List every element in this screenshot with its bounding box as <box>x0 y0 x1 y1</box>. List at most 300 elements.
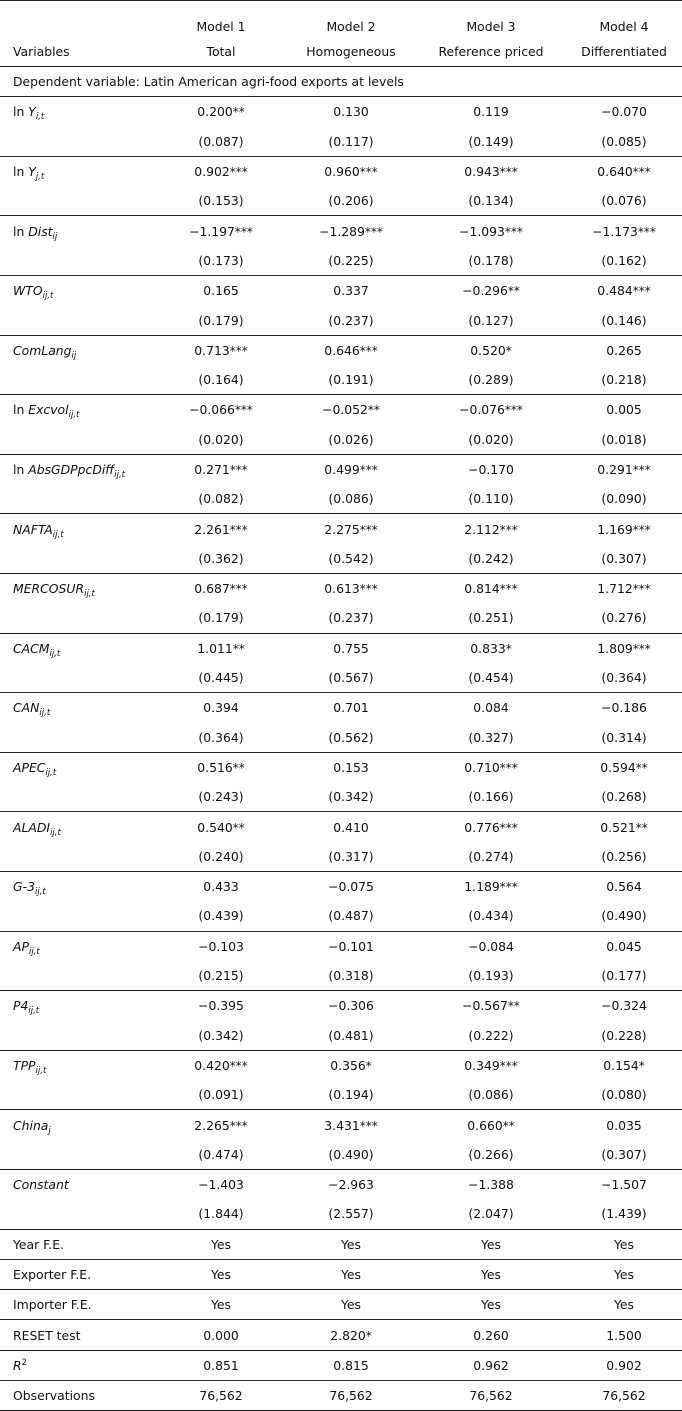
se-value: (0.110) <box>468 491 514 507</box>
variable-subscript: ij,t <box>35 1065 47 1076</box>
variable-label <box>0 276 156 306</box>
coef-cell <box>286 991 416 1021</box>
se-row <box>0 723 682 753</box>
coef-value: 0.833 <box>470 640 506 656</box>
se-cell <box>286 723 416 753</box>
coef-cell <box>286 574 416 604</box>
se-label-blank <box>0 246 156 276</box>
coef-row <box>0 574 682 604</box>
se-cell <box>416 305 566 335</box>
footer-value: Yes <box>210 1297 231 1313</box>
se-value: (0.276) <box>601 610 647 626</box>
coef-value: −0.075 <box>328 879 374 895</box>
se-value: (2.047) <box>468 1206 514 1222</box>
coef-value: 0.814 <box>464 581 500 597</box>
se-value: (0.086) <box>328 491 374 507</box>
se-value: (0.251) <box>468 610 514 626</box>
coef-value: 0.130 <box>333 104 369 120</box>
se-cell <box>286 186 416 216</box>
se-row <box>0 901 682 931</box>
se-label-blank <box>0 1140 156 1170</box>
se-value: (0.342) <box>198 1027 244 1043</box>
variable-label <box>0 991 156 1021</box>
se-cell <box>416 842 566 872</box>
footer-cell <box>416 1290 566 1320</box>
footer-value: 76,562 <box>602 1388 646 1404</box>
significance-stars: *** <box>229 1118 248 1133</box>
se-value: (0.454) <box>468 670 514 686</box>
footer-value: Yes <box>480 1267 501 1283</box>
coef-row <box>0 1169 682 1199</box>
footer-row <box>0 1381 682 1411</box>
se-value: (0.274) <box>468 848 514 864</box>
coef-cell <box>286 156 416 186</box>
coef-value: 0.687 <box>194 581 230 597</box>
coef-value: −1.093 <box>459 223 505 239</box>
se-value: (1.439) <box>601 1206 647 1222</box>
variable-name: ComLang <box>13 342 72 358</box>
coef-cell <box>286 335 416 365</box>
variable-label <box>0 812 156 842</box>
se-label-blank <box>0 544 156 574</box>
coef-value: 0.646 <box>324 342 360 358</box>
footer-label <box>0 1259 156 1289</box>
footer-cell <box>566 1320 682 1350</box>
significance-stars: *** <box>229 1058 248 1073</box>
se-label-blank <box>0 603 156 633</box>
se-label-blank <box>0 1021 156 1051</box>
variable-name: NAFTA <box>13 521 53 537</box>
coef-value: 1.189 <box>464 879 500 895</box>
coef-cell <box>286 931 416 961</box>
significance-stars: *** <box>359 343 378 358</box>
variable-label <box>0 216 156 246</box>
section-label: Dependent variable: Latin American agri-food exports at levels <box>13 74 404 90</box>
se-cell <box>156 723 286 753</box>
variable-prefix: ln <box>13 164 29 180</box>
significance-stars: *** <box>499 582 518 597</box>
coef-value: 0.410 <box>333 819 369 835</box>
coef-row <box>0 97 682 127</box>
variable-subscript: ij,t <box>42 291 54 302</box>
coef-value: −2.963 <box>328 1177 374 1193</box>
se-label-blank <box>0 127 156 157</box>
coef-value: 0.613 <box>324 581 360 597</box>
footer-value: 76,562 <box>469 1388 513 1404</box>
se-value: (0.127) <box>468 312 514 328</box>
se-row <box>0 246 682 276</box>
coef-cell <box>566 1050 682 1080</box>
footer-value: Yes <box>613 1267 634 1283</box>
coef-value: −0.103 <box>198 938 244 954</box>
coef-value: 0.713 <box>194 342 230 358</box>
header-row-subtitles <box>0 36 682 67</box>
coef-cell <box>566 752 682 782</box>
footer-cell <box>156 1350 286 1380</box>
coef-cell <box>416 276 566 306</box>
se-value: (0.307) <box>601 1146 647 1162</box>
coef-value: 2.265 <box>194 1117 230 1133</box>
significance-stars: *** <box>632 463 651 477</box>
coef-cell <box>286 812 416 842</box>
coef-value: 2.275 <box>324 521 360 537</box>
se-label-blank <box>0 186 156 216</box>
se-value: (0.490) <box>328 1146 374 1162</box>
se-value: (0.117) <box>328 133 374 149</box>
coef-value: 0.271 <box>194 462 230 477</box>
se-cell <box>156 1199 286 1229</box>
coef-value: 1.169 <box>597 521 633 537</box>
footer-cell <box>286 1350 416 1380</box>
footer-cell <box>286 1381 416 1411</box>
coef-cell <box>156 216 286 246</box>
se-cell <box>286 365 416 395</box>
se-value: (0.317) <box>328 848 374 864</box>
se-cell <box>566 842 682 872</box>
coef-cell <box>156 574 286 604</box>
variable-label <box>0 454 156 484</box>
se-value: (0.567) <box>328 670 374 686</box>
significance-stars: *** <box>229 463 248 477</box>
se-value: (0.166) <box>468 789 514 805</box>
se-value: (0.020) <box>198 431 244 447</box>
significance-stars: *** <box>229 522 248 537</box>
se-cell <box>416 663 566 693</box>
coef-cell <box>566 872 682 902</box>
variable-name: AbsGDPpcDiff <box>28 462 115 477</box>
coef-row <box>0 1110 682 1140</box>
se-value: (0.194) <box>328 1087 374 1103</box>
footer-label-text: R <box>13 1357 22 1373</box>
footer-cell <box>566 1259 682 1289</box>
coef-row <box>0 693 682 723</box>
footer-value: 76,562 <box>329 1388 373 1404</box>
se-cell <box>416 1199 566 1229</box>
se-cell <box>566 365 682 395</box>
se-row <box>0 603 682 633</box>
footer-value: Yes <box>340 1236 361 1252</box>
coef-value: 0.701 <box>333 700 369 716</box>
coef-cell <box>416 693 566 723</box>
se-row <box>0 842 682 872</box>
coef-value: −0.306 <box>328 998 374 1014</box>
header-model-2: Model 2 <box>286 1 416 37</box>
significance-stars: ** <box>232 105 245 120</box>
coef-row <box>0 931 682 961</box>
se-value: (0.364) <box>198 729 244 745</box>
coef-value: 0.035 <box>606 1117 642 1133</box>
se-cell <box>156 484 286 514</box>
variable-label <box>0 395 156 425</box>
coef-cell <box>416 633 566 663</box>
se-value: (0.085) <box>601 133 647 149</box>
coef-value: −0.101 <box>328 938 374 954</box>
se-label-blank <box>0 842 156 872</box>
coef-value: 0.660 <box>467 1117 503 1133</box>
coef-value: −0.395 <box>198 998 244 1014</box>
coef-value: 0.755 <box>333 640 369 656</box>
se-row <box>0 782 682 812</box>
coef-cell <box>566 97 682 127</box>
se-cell <box>416 723 566 753</box>
se-value: (0.087) <box>198 133 244 149</box>
se-cell <box>566 484 682 514</box>
se-value: (0.439) <box>198 908 244 924</box>
footer-cell <box>286 1320 416 1350</box>
coef-value: 0.045 <box>606 938 642 954</box>
coef-value: 0.433 <box>203 879 239 895</box>
coef-value: 0.349 <box>464 1057 500 1073</box>
se-cell <box>286 663 416 693</box>
variable-name: CACM <box>13 640 50 656</box>
footer-label <box>0 1320 156 1350</box>
coef-value: −0.070 <box>601 104 647 120</box>
significance-stars: *** <box>359 522 378 537</box>
variable-subscript: ij,t <box>52 529 64 540</box>
coef-value: 0.356 <box>330 1057 366 1073</box>
se-value: (0.082) <box>198 491 244 507</box>
se-cell <box>566 603 682 633</box>
se-cell <box>156 1080 286 1110</box>
se-value: (0.191) <box>328 372 374 388</box>
coef-row <box>0 216 682 246</box>
se-row <box>0 127 682 157</box>
table-body <box>0 1 682 1411</box>
footer-cell <box>416 1381 566 1411</box>
variable-name: P4 <box>13 998 29 1014</box>
coef-value: 0.394 <box>203 700 239 716</box>
variable-label <box>0 1169 156 1199</box>
footer-cell <box>566 1290 682 1320</box>
variable-name: ALADI <box>13 819 51 835</box>
variable-subscript: ij,t <box>45 767 57 778</box>
coef-cell <box>416 574 566 604</box>
coef-cell <box>156 752 286 782</box>
footer-cell <box>416 1350 566 1380</box>
se-cell <box>416 365 566 395</box>
coef-value: 0.499 <box>324 462 360 477</box>
se-value: (0.256) <box>601 848 647 864</box>
significance-stars: *** <box>359 582 378 597</box>
footer-value: Yes <box>480 1236 501 1252</box>
coef-cell <box>566 931 682 961</box>
coef-value: 0.265 <box>606 342 642 358</box>
coef-cell <box>286 216 416 246</box>
se-cell <box>566 782 682 812</box>
significance-stars: *** <box>632 284 651 299</box>
significance-stars: * <box>638 1058 645 1073</box>
coef-cell <box>286 276 416 306</box>
footer-value: 0.815 <box>333 1357 369 1373</box>
header-sub-1: Total <box>156 36 286 67</box>
coef-value: 0.521 <box>600 819 636 835</box>
se-cell <box>566 901 682 931</box>
se-cell <box>416 484 566 514</box>
coef-cell <box>566 156 682 186</box>
header-model-4: Model 4 <box>566 1 682 37</box>
significance-stars: * <box>505 343 512 358</box>
coef-value: 0.005 <box>606 402 642 418</box>
variable-label <box>0 752 156 782</box>
coef-cell <box>566 693 682 723</box>
se-cell <box>156 544 286 574</box>
significance-stars: * <box>365 1058 372 1073</box>
significance-stars: *** <box>504 224 523 239</box>
coef-cell <box>416 216 566 246</box>
coef-cell <box>416 1110 566 1140</box>
significance-stars: *** <box>234 403 253 418</box>
se-cell <box>566 544 682 574</box>
footer-label-text: Exporter F.E. <box>13 1267 92 1283</box>
se-value: (0.134) <box>468 193 514 209</box>
variable-prefix: ln <box>13 223 29 239</box>
footer-cell <box>416 1320 566 1350</box>
coef-cell <box>156 97 286 127</box>
significance-stars: *** <box>359 463 378 477</box>
se-value: (0.020) <box>468 431 514 447</box>
se-row <box>0 1080 682 1110</box>
footer-label <box>0 1229 156 1259</box>
significance-stars: *** <box>632 522 651 537</box>
significance-stars: *** <box>499 165 518 180</box>
footer-row <box>0 1320 682 1350</box>
se-cell <box>286 603 416 633</box>
footer-row <box>0 1259 682 1289</box>
se-value: (0.327) <box>468 729 514 745</box>
variable-subscript: ij,t <box>28 946 40 957</box>
se-cell <box>566 1021 682 1051</box>
significance-stars: *** <box>359 1118 378 1133</box>
se-row <box>0 1021 682 1051</box>
variable-name: WTO <box>13 283 43 299</box>
coef-cell <box>286 514 416 544</box>
footer-label-text: RESET test <box>13 1327 81 1343</box>
coef-cell <box>566 276 682 306</box>
coef-row <box>0 812 682 842</box>
se-value: (0.243) <box>198 789 244 805</box>
se-cell <box>566 961 682 991</box>
footer-value: Yes <box>613 1297 634 1313</box>
variable-subscript: ij <box>52 231 58 242</box>
se-value: (0.490) <box>601 908 647 924</box>
se-row <box>0 663 682 693</box>
footer-value: 0.902 <box>606 1357 642 1373</box>
coef-cell <box>416 454 566 484</box>
coef-cell <box>156 872 286 902</box>
header-row-models <box>0 1 682 37</box>
footer-row <box>0 1229 682 1259</box>
footer-row <box>0 1290 682 1320</box>
se-row <box>0 365 682 395</box>
coef-value: 2.112 <box>464 521 500 537</box>
footer-label <box>0 1350 156 1380</box>
variable-subscript: ij,t <box>28 1006 40 1017</box>
coef-value: 0.084 <box>473 700 509 716</box>
coef-value: −0.170 <box>468 462 514 477</box>
se-label-blank <box>0 365 156 395</box>
coef-value: 0.960 <box>324 164 360 180</box>
coef-cell <box>416 156 566 186</box>
coef-cell <box>566 216 682 246</box>
se-value: (0.542) <box>328 550 374 566</box>
coef-cell <box>286 395 416 425</box>
se-label-blank <box>0 901 156 931</box>
header-sub-4: Differentiated <box>566 36 682 67</box>
coef-value: 0.154 <box>603 1057 639 1073</box>
variable-label <box>0 335 156 365</box>
footer-value: Yes <box>340 1267 361 1283</box>
se-value: (0.434) <box>468 908 514 924</box>
variable-label <box>0 1050 156 1080</box>
coef-value: −1.289 <box>319 223 365 239</box>
variable-name: Constant <box>13 1177 69 1193</box>
se-value: (0.179) <box>198 312 244 328</box>
footer-cell <box>156 1320 286 1350</box>
footer-value: 76,562 <box>199 1388 243 1404</box>
se-cell <box>286 1080 416 1110</box>
footer-value: 1.500 <box>606 1327 642 1343</box>
se-cell <box>286 127 416 157</box>
footer-value: 0.851 <box>203 1357 239 1373</box>
coef-cell <box>156 991 286 1021</box>
se-cell <box>156 365 286 395</box>
variable-name: G-3 <box>13 879 35 895</box>
section-row <box>0 67 682 97</box>
significance-stars: *** <box>504 403 523 418</box>
variable-subscript: ij <box>71 350 77 361</box>
header-model-3: Model 3 <box>416 1 566 37</box>
se-value: (0.222) <box>468 1027 514 1043</box>
footer-cell <box>566 1350 682 1380</box>
se-cell <box>286 305 416 335</box>
coef-value: −1.173 <box>592 223 638 239</box>
coef-cell <box>566 574 682 604</box>
variable-name: Y <box>28 164 36 180</box>
coef-value: 0.902 <box>194 164 230 180</box>
coef-cell <box>416 872 566 902</box>
coef-value: −0.076 <box>459 402 505 418</box>
coef-cell <box>156 395 286 425</box>
coef-value: 0.165 <box>203 283 239 299</box>
significance-stars: ** <box>232 820 245 835</box>
coef-cell <box>156 931 286 961</box>
se-value: (0.215) <box>198 968 244 984</box>
coef-cell <box>416 931 566 961</box>
significance-stars: ** <box>367 403 380 418</box>
se-cell <box>416 603 566 633</box>
se-cell <box>416 425 566 455</box>
se-cell <box>286 246 416 276</box>
se-cell <box>416 246 566 276</box>
variable-subscript: j,t <box>35 172 45 183</box>
significance-stars: *** <box>499 760 518 775</box>
coef-cell <box>156 454 286 484</box>
se-row <box>0 1140 682 1170</box>
se-cell <box>156 1140 286 1170</box>
significance-stars: ** <box>507 999 520 1014</box>
se-value: (0.153) <box>198 193 244 209</box>
footer-value: Yes <box>210 1236 231 1252</box>
significance-stars: *** <box>229 165 248 180</box>
se-cell <box>286 484 416 514</box>
coef-row <box>0 335 682 365</box>
footer-cell <box>566 1229 682 1259</box>
coef-row <box>0 276 682 306</box>
coef-cell <box>286 872 416 902</box>
se-cell <box>286 961 416 991</box>
coef-cell <box>566 991 682 1021</box>
footer-cell <box>156 1290 286 1320</box>
